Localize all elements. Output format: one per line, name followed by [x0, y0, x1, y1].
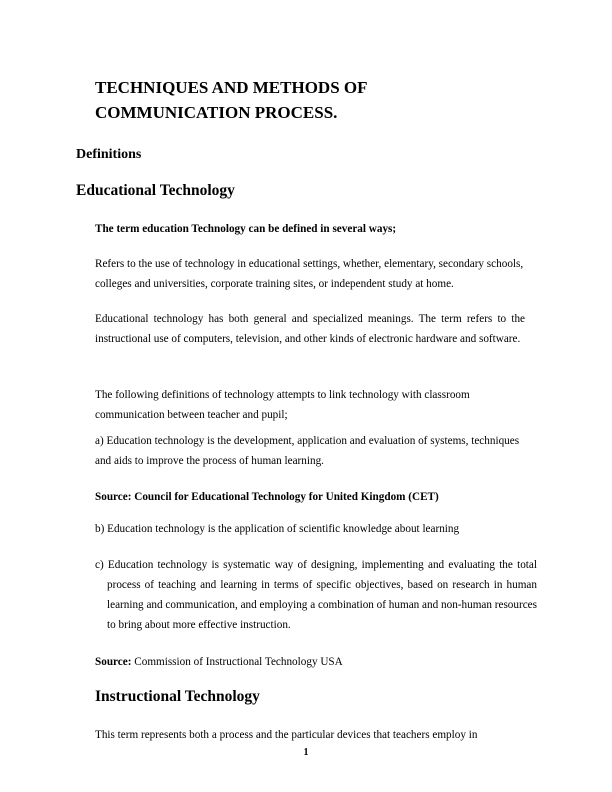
paragraph-following-definitions: The following definitions of technology attempts to link technology with classroom communication between teacher and pupil;	[95, 389, 470, 421]
source-commission	[95, 652, 525, 672]
title-line-2: COMMUNICATION PROCESS.	[95, 103, 338, 122]
lead-sentence: The term education Technology can be defined in several ways;	[95, 223, 397, 235]
document-title	[95, 75, 368, 125]
source-text: Commission of Instructional Technology USA	[131, 656, 343, 668]
paragraph-general-meaning: Educational technology has both general and specialized meanings. The term refers to the instructional use of computers, television, and other kinds of electronic hardware and software.	[95, 313, 525, 345]
heading-instructional-technology: Instructional Technology	[95, 688, 260, 705]
source-label: Source:	[95, 656, 132, 668]
paragraph-refers: Refers to the use of technology in educational settings, whether, elementary, secondary schools, colleges and universities, corporate training sites, or independent study at home.	[95, 258, 524, 290]
definition-item-a: a) Education technology is the development, application and evaluation of systems, techniques and aids to improve the process of human learning.	[95, 435, 520, 467]
definition-item-b: b) Education technology is the application of scientific knowledge about learning	[95, 523, 460, 535]
source-cet: Source: Council for Educational Technology for United Kingdom (CET)	[95, 491, 439, 503]
page-number: 1	[303, 747, 309, 758]
paragraph-instructional: This term represents both a process and the particular devices that teachers employ in	[95, 729, 478, 741]
heading-educational-technology: Educational Technology	[76, 182, 235, 199]
definition-item-c: c) Education technology is systematic way of designing, implementing and evaluating the total process of teaching and learning in terms of specific objectives, based on research in human learning and communication, and employing a combination of human and non-human resources to bring about more effective instruction.	[95, 559, 537, 631]
heading-definitions: Definitions	[76, 147, 142, 162]
title-line-1: TECHNIQUES AND METHODS OF	[95, 78, 368, 97]
